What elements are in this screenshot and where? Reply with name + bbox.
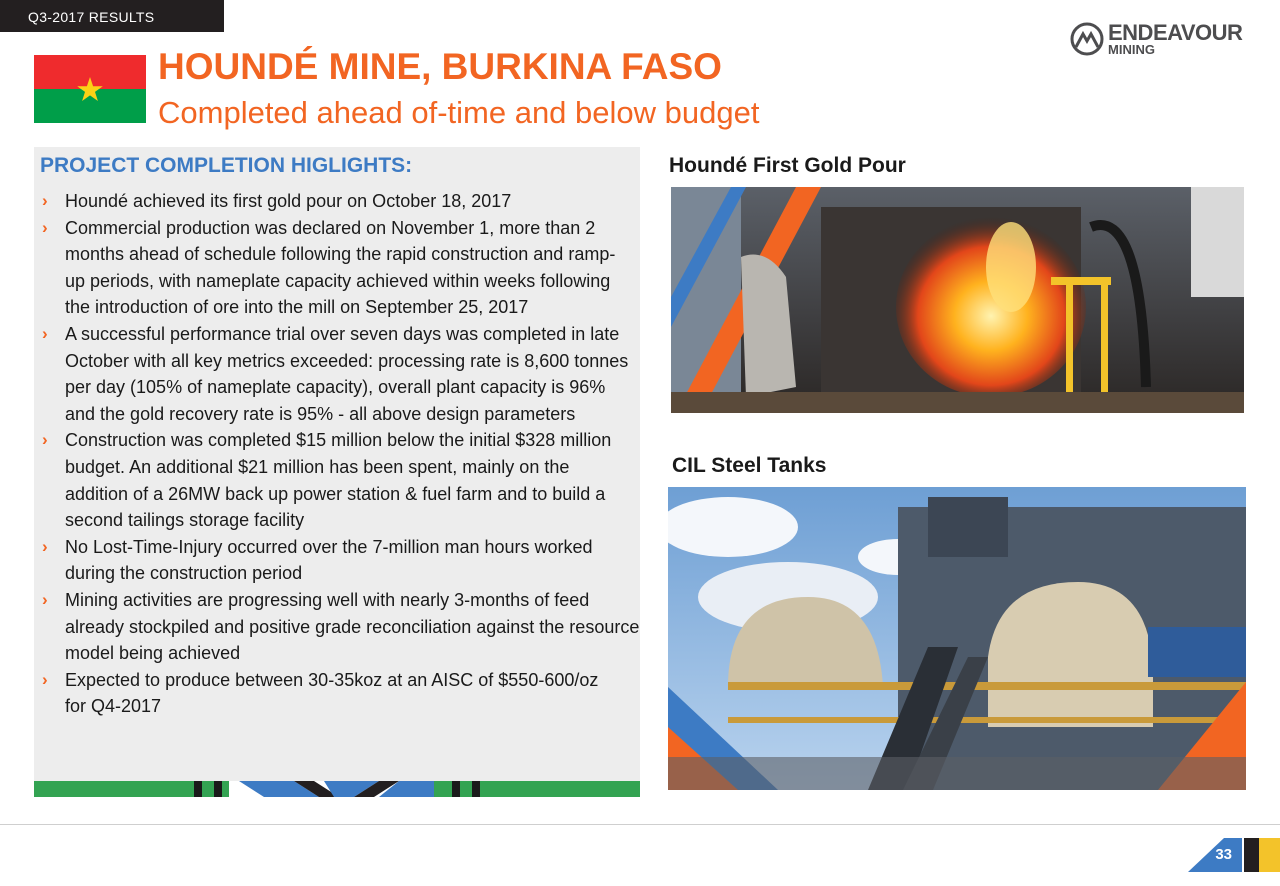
cil-tanks-photo	[668, 487, 1246, 790]
list-item-text: No Lost-Time-Injury occurred over the 7-million man hours worked during the construction period	[65, 536, 593, 584]
page-title: HOUNDÉ MINE, BURKINA FASO	[158, 46, 722, 87]
logo-wordmark: ENDEAVOUR	[1108, 20, 1243, 45]
list-item-text: Construction was completed $15 million below the initial $328 million budget. An additional $21 million has been spent, mainly on the addition of a 26MW back up power station & fuel farm and to build a second tailings storage facility	[65, 430, 612, 531]
section-tag: Q3-2017 RESULTS	[0, 0, 224, 32]
footer-divider	[0, 824, 1280, 825]
list-item-text: Mining activities are progressing well with nearly 3-months of feed already stockpiled and positive grade reconciliation against the resource model being achieved	[65, 589, 640, 664]
highlights-list	[40, 188, 640, 720]
chevron-right-icon: ›	[42, 430, 48, 450]
list-item-text: A successful performance trial over seven days was completed in late October with all key metrics exceeded: processing rate is 8,600 tonnes per day (105% of nameplate capacity), overall plant capacity is 96% and the gold recovery rate is 95% - all above design parameters	[65, 323, 629, 424]
chevron-right-icon: ›	[42, 323, 48, 343]
mountain-logo-icon	[1070, 22, 1104, 56]
chevron-right-icon: ›	[42, 191, 48, 210]
highlights-heading: PROJECT COMPLETION HIGLIGHTS:	[40, 154, 413, 177]
company-logo	[1070, 20, 1250, 60]
list-item	[40, 534, 605, 587]
logo-subword: MINING	[1108, 42, 1155, 57]
list-item	[40, 427, 635, 533]
list-item-text: Commercial production was declared on November 1, more than 2 months ahead of schedule following the rapid construction and ramp-up periods, with nameplate capacity achieved within weeks following the introduction of ore into the mill on September 25, 2017	[65, 217, 616, 318]
gold-pour-photo	[671, 187, 1244, 413]
cil-tanks-caption: CIL Steel Tanks	[672, 454, 827, 477]
pattern-graphic	[34, 781, 640, 797]
list-item	[40, 188, 640, 215]
list-item	[40, 587, 640, 667]
list-item	[40, 667, 610, 720]
page-number-badge	[1188, 838, 1242, 872]
chevron-right-icon: ›	[42, 589, 48, 609]
page-subtitle: Completed ahead of-time and below budget	[158, 95, 760, 130]
burkina-faso-flag	[34, 55, 146, 123]
chevron-right-icon: ›	[42, 669, 48, 689]
list-item	[40, 215, 635, 321]
chevron-right-icon: ›	[42, 536, 48, 556]
decorative-pattern-band	[34, 781, 640, 797]
page-number: 33	[1215, 846, 1232, 863]
gold-pour-caption: Houndé First Gold Pour	[669, 154, 906, 177]
footer-color-bars	[1244, 838, 1280, 872]
list-item	[40, 321, 635, 427]
list-item-text: Houndé achieved its first gold pour on October 18, 2017	[65, 191, 512, 211]
chevron-right-icon: ›	[42, 217, 48, 237]
list-item-text: Expected to produce between 30-35koz at an AISC of $550-600/oz for Q4-2017	[65, 669, 599, 717]
